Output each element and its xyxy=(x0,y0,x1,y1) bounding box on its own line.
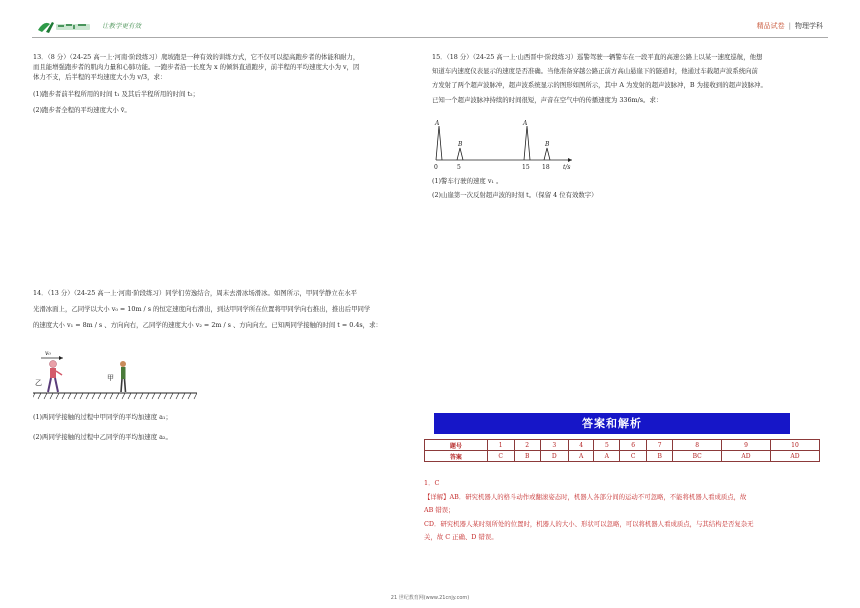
answer-table xyxy=(424,439,820,462)
q15-subquestions xyxy=(432,176,824,200)
ground-hatch xyxy=(33,393,197,399)
solution-line: 1．C xyxy=(424,479,440,487)
question-number-cell: 3 xyxy=(540,440,568,451)
row-label-number: 题号 xyxy=(425,440,488,451)
pulse-a2 xyxy=(524,126,530,160)
label-b1: B xyxy=(458,141,463,148)
answer-number-row xyxy=(425,440,820,451)
tick-label-18: 18 xyxy=(542,164,550,171)
logo-icon xyxy=(36,16,92,36)
label-yi: 乙 xyxy=(35,379,42,387)
solution-line: CD．研究机器人某时刻所处的位置时，机器人的大小、形状可以忽略，可以将机器人看成质点，与其结构是否复杂无 xyxy=(424,519,754,528)
q14-text-line: 14．（13 分）（24-25 高一上·河南·阶段练习）同学们劳逸结合，周末去滑冰场滑冰。如图所示，甲同学静立在水平 xyxy=(33,289,357,297)
q13-text-line: 体力不支，后半程的平均速度大小为 v/3，求： xyxy=(33,73,167,82)
page-header xyxy=(0,0,860,46)
answer-cell: B xyxy=(647,451,673,462)
question-number-cell: 8 xyxy=(673,440,722,451)
q14-subquestion-2: (2)两同学接触的过程中乙同学的平均加速度 a₂。 xyxy=(33,433,172,442)
header-slogan: 让教学更有效 xyxy=(102,22,141,30)
q15-text-line: 15．（18 分）（24-25 高一上·山西晋中·阶段练习）巡警驾驶一辆警车在一段平直的高速公路上以某一速度巡航，他想 xyxy=(432,53,763,61)
brand-label: 精品试卷 xyxy=(756,22,785,30)
q14-subquestion-1: (1)两同学接触的过程中甲同学的平均加速度 a₁； xyxy=(33,413,172,421)
question-number-cell: 5 xyxy=(594,440,620,451)
ultrasound-pulse-figure xyxy=(432,118,582,178)
row-label-answer: 答案 xyxy=(425,451,488,462)
subject-label: 物理学科 xyxy=(795,22,823,30)
solution-line: 【详解】AB．研究机器人的格斗动作或翻滚姿态时，机器人各部分间的运动不可忽略，不能将机器人看成质点，故 xyxy=(424,492,747,501)
arrow-head-icon xyxy=(59,356,63,360)
label-jia: 甲 xyxy=(107,374,114,382)
q15-text-line: 方发射了两个超声波脉冲，超声波系统显示的图形如图所示，其中 A 为发射的超声波脉冲，B 为接收到的超声波脉冲。 xyxy=(432,81,767,90)
answer-cell: BC xyxy=(673,451,722,462)
q13-text-line: 13．（8 分）（24-25 高一上·河南·阶段练习）爬坡跑是一种有效的训练方式，它不仅可以提高跑步者的体能和耐力， xyxy=(33,53,360,61)
header-right xyxy=(757,21,823,31)
q13-subquestion-1: (1)跑步者前半程所用的时间 t₁ 及其后半程所用的时间 t₂； xyxy=(33,89,199,98)
solution-line: AB 错误； xyxy=(424,506,455,514)
answer-cell: D xyxy=(540,451,568,462)
solution-block xyxy=(424,477,824,545)
q13-text-line: 而且能增强跑步者的肌肉力量和心肺功能。一跑步者沿一长度为 x 的倾斜直道跑步，前半程的平均速度大小为 v，因 xyxy=(33,63,360,72)
answer-cell: AD xyxy=(722,451,771,462)
q14-text-line: 的速度大小 v₁ = 8m / s 、方向向右，乙同学的速度大小 v₂ = 2m / s 、方向向左。已知两同学接触的时间 t = 0.4s，求： xyxy=(33,321,382,330)
axis-arrow-icon xyxy=(568,158,572,162)
pulse-b2 xyxy=(544,148,550,160)
label-b2: B xyxy=(545,141,550,148)
q15-text-line: 知道车内速度仪表显示的速度是否准确。当他准备穿越公路正前方高山悬崖下的隧道时，他通过车载超声波系统向前 xyxy=(432,67,758,76)
question-number-cell: 9 xyxy=(722,440,771,451)
pulse-b1 xyxy=(457,148,463,160)
label-a2: A xyxy=(523,120,528,127)
answer-cell: A xyxy=(594,451,620,462)
q15-text-line: 已知一个超声波脉冲持续的时间很短，声音在空气中的传播速度为 336m/s。求： xyxy=(432,95,663,104)
axis-unit-label: t/s xyxy=(563,164,571,171)
answers-banner: 答案和解析 xyxy=(434,413,790,434)
q15-subquestion-2: (2)山崖第一次反射超声波的时刻 t。（保留 4 位有效数字） xyxy=(432,191,598,200)
tick-label-0: 0 xyxy=(434,164,438,171)
header-divider xyxy=(32,37,828,38)
question-number-cell: 10 xyxy=(770,440,819,451)
answer-cell: A xyxy=(568,451,594,462)
question-number-cell: 4 xyxy=(568,440,594,451)
q14-subquestions xyxy=(33,412,421,442)
question-number-cell: 2 xyxy=(514,440,540,451)
answer-cell: B xyxy=(514,451,540,462)
header-separator: | xyxy=(788,22,791,30)
v0-label: v₀ xyxy=(45,350,51,357)
tick-label-5: 5 xyxy=(457,164,461,171)
answer-cell: AD xyxy=(770,451,819,462)
person-jia-icon xyxy=(120,361,126,392)
tick-label-15: 15 xyxy=(522,164,530,171)
pulse-a1 xyxy=(436,126,442,160)
question-number-cell: 6 xyxy=(620,440,647,451)
answer-cell: C xyxy=(487,451,514,462)
solution-line: 关，故 C 正确、D 错误。 xyxy=(424,533,498,541)
q15-subquestion-1: (1)警车行驶的速度 v₁ 。 xyxy=(432,177,503,185)
question-number-cell: 1 xyxy=(487,440,514,451)
answer-cell: C xyxy=(620,451,647,462)
label-a1: A xyxy=(435,120,440,127)
q14-text-line: 光滑冰面上，乙同学以大小 v₀ = 10m / s 的恒定速度向右滑出，到达甲同学所在位置将甲同学向右推出，推出后甲同学 xyxy=(33,305,371,314)
question-15 xyxy=(432,52,824,105)
person-yi-icon xyxy=(48,361,62,393)
page-footer: 21 世纪教育网(www.21cnjy.com) xyxy=(390,595,470,601)
q13-subquestion-2: (2)跑步者全程的平均速度大小 v̄。 xyxy=(33,105,131,114)
question-14 xyxy=(33,288,421,331)
question-number-cell: 7 xyxy=(647,440,673,451)
answer-value-row xyxy=(425,451,820,462)
question-13 xyxy=(33,52,421,115)
skating-figure xyxy=(33,348,197,406)
